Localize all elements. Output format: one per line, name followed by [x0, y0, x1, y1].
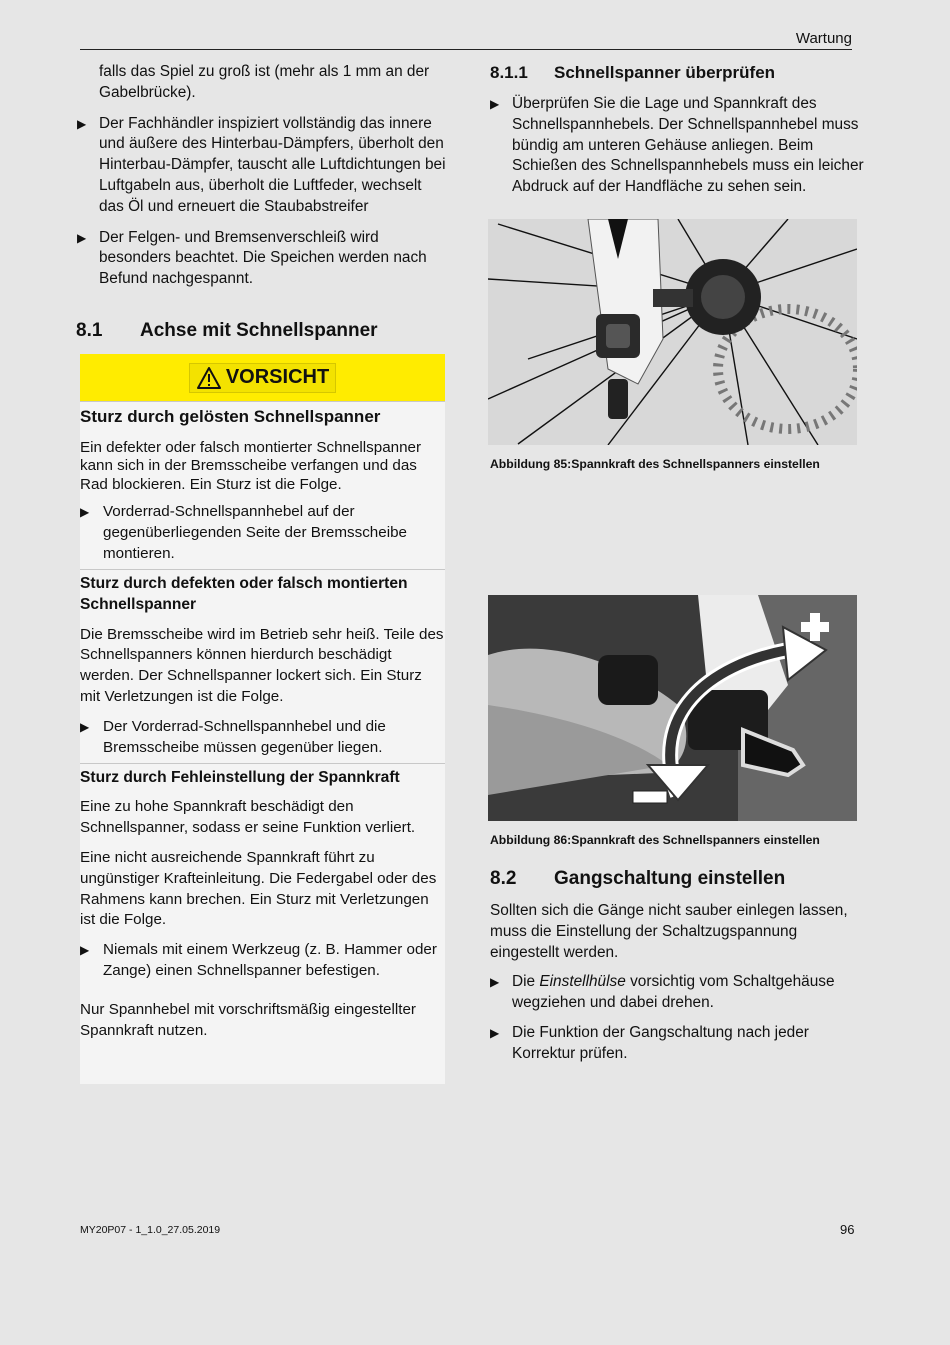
list-item [490, 972, 852, 1014]
tension-adjustment-photo [488, 595, 857, 821]
subsection-heading-8-1-1 [490, 63, 775, 83]
warning-header [80, 354, 445, 401]
section-title: Achse mit Schnellspanner [140, 320, 378, 341]
warning-label-text: VORSICHT [225, 366, 330, 388]
warning-section-2 [80, 569, 445, 759]
section-number: 8.2 [490, 868, 517, 889]
warning-instruction: ▶ Niemals mit einem Werkzeug (z. B. Hammer oder Zange) einen Schnellspanner befestigen. [80, 940, 445, 982]
warning-instruction: ▶ Vorderrad-Schnellspannhebel auf der gegenüberliegenden Seite der Bremsscheibe montieren. [80, 502, 445, 564]
warning-text: Eine nicht ausreichende Spannkraft führt zu ungünstiger Krafteinleitung. Die Federgabel oder des Rahmens kann brechen. Ein Sturz mit Verletzungen ist die Folge. [80, 848, 437, 929]
list-item: ▶ Der Fachhändler inspiziert vollständig das innere und äußere des Hinterbau-Dämpfers, überholt den Hinterbau-Dämpfer, tauscht alle Luftdichtungen bei Luftgabeln aus, überholt die Luftfeder, wechselt das Öl und erneuert die Staubabstreifer [77, 114, 447, 218]
document-id: MY20P07 - 1_1.0_27.05.2019 [80, 1224, 221, 1236]
warning-triangle-icon [196, 366, 222, 390]
list-item: ▶ Die Funktion der Gangschaltung nach jeder Korrektur prüfen. [490, 1023, 852, 1065]
section-heading-8-1 [76, 320, 378, 342]
left-column [77, 62, 447, 290]
running-header: Wartung [795, 30, 852, 47]
warning-text: Nur Spannhebel mit vorschriftsmäßig eingestellter Spannkraft nutzen. [80, 1000, 416, 1039]
warning-text: Ein defekter oder falsch montierter Schnellspanner kann sich in der Bremsscheibe verfangen und das Rad blockieren. Ein Sturz ist die Folge. [80, 439, 422, 493]
page-number: 96 [840, 1222, 855, 1237]
figure-85-image [488, 219, 857, 445]
section-number: 8.1 [76, 320, 103, 341]
list-item: ▶ Der Felgen- und Bremsenverschleiß wird besonders beachtet. Die Speichen werden nach Befund nachgespannt. [77, 228, 447, 290]
header-rule [80, 49, 852, 50]
emphasis-term: Einstellhülse [539, 973, 626, 991]
warning-section-1 [80, 401, 445, 565]
warning-instruction: ▶ Der Vorderrad-Schnellspannhebel und die Bremsscheibe müssen gegenüber liegen. [80, 717, 445, 759]
paragraph: Sollten sich die Gänge nicht sauber einlegen lassen, muss die Einstellung der Schaltzugspannung eingestellt werden. [490, 902, 848, 961]
warning-section-title: Sturz durch gelösten Schnellspanner [80, 407, 381, 426]
section-8-2-body [490, 901, 852, 1065]
warning-text: Die Bremsscheibe wird im Betrieb sehr heiß. Teile des Schnellspanners können hierdurch beschädigt werden. Der Schnellspanner lockert sich. Ein Sturz mit Verletzungen ist die Folge. [80, 625, 444, 705]
warning-label [189, 363, 336, 393]
continued-text: falls das Spiel zu groß ist (mehr als 1 mm an der Gabelbrücke). [99, 63, 430, 101]
section-heading-8-2 [490, 868, 785, 890]
warning-box [80, 354, 445, 1084]
warning-text: Eine zu hohe Spannkraft beschädigt den Schnellspanner, sodass er seine Funktion verliert. [80, 798, 416, 837]
list-item-text: Die [512, 973, 540, 991]
subsection-number: 8.1.1 [490, 63, 528, 82]
warning-section-title: Sturz durch defekten oder falsch montierten Schnellspanner [80, 574, 408, 613]
figure-86-caption: Abbildung 86:Spannkraft des Schnellspanners einstellen [490, 833, 820, 847]
subsection-title: Schnellspanner überprüfen [554, 63, 776, 82]
warning-section-title: Sturz durch Fehleinstellung der Spannkraft [80, 769, 400, 787]
figure-86-image [488, 595, 857, 821]
figure-85-caption: Abbildung 85:Spannkraft des Schnellspanners einstellen [490, 457, 820, 471]
quick-release-hub-photo [488, 219, 857, 445]
list-item: ▶ Überprüfen Sie die Lage und Spannkraft des Schnellspannhebels. Der Schnellspannhebel muss bündig am unteren Gehäuse anliegen. Beim Schießen des Schnellspannhebels muss ein leicher Abdruck auf der Handfläche zu sehen sein. [490, 94, 874, 198]
warning-section-3 [80, 763, 445, 1041]
list-item-text: vorsichtig vom Schaltgehäuse wegziehen und dabei drehen. [512, 973, 835, 1012]
section-title: Gangschaltung einstellen [554, 868, 786, 889]
